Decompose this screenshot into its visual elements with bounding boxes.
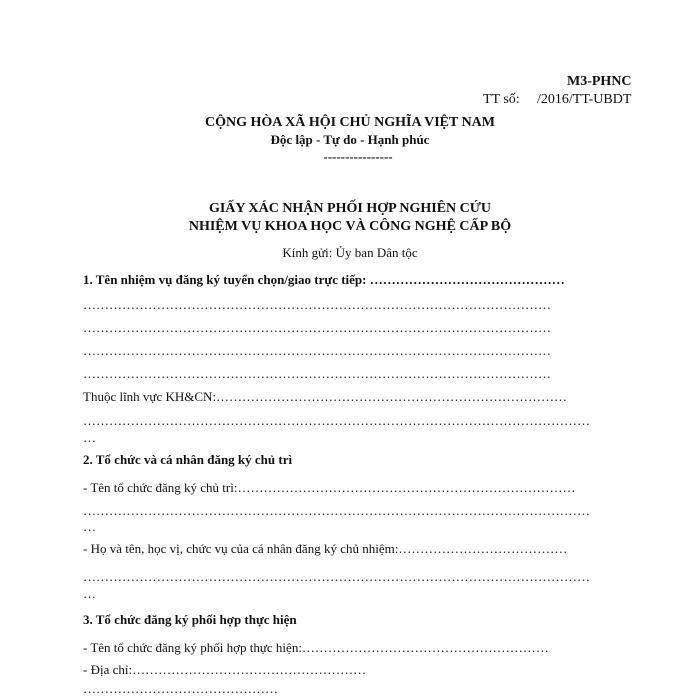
nation-name: CỘNG HÒA XÃ HỘI CHỦ NGHĨA VIỆT NAM <box>204 115 495 130</box>
lead-person-line: ……………………………………………………………………………………………………… <box>83 569 590 584</box>
section1-line: ……………………………………………………………………………………………… <box>83 343 551 358</box>
section3-heading: 3. Tổ chức đăng ký phối hợp thực hiện <box>83 612 297 627</box>
section1-line: ……………………………………………………………………………………………… <box>83 320 551 335</box>
section1-line: ……………………………………………………………………………………………… <box>83 366 551 381</box>
lead-person-tail: … <box>83 586 96 601</box>
lead-org-tail: … <box>83 519 96 534</box>
field-tail: … <box>83 430 96 445</box>
address-line: ……………………………………… <box>83 681 278 696</box>
lead-org-line: ……………………………………………………………………………………………………… <box>83 503 590 518</box>
field-continuation: ……………………………………………………………………………………………………… <box>83 413 590 428</box>
document-title-line1: GIẤY XÁC NHẬN PHỐI HỢP NGHIÊN CỨU <box>208 201 492 216</box>
section1-line: ……………………………………………………………………………………………… <box>83 297 551 312</box>
circular-number: /2016/TT-UBDT <box>537 92 632 107</box>
lead-person-label: - Họ và tên, học vị, chức vụ của cá nhân đăng ký chủ nhiệm:………………………………… <box>83 541 568 556</box>
recipient-line: Kính gửi: Ủy ban Dân tộc <box>282 245 418 260</box>
lead-org-label: - Tên tổ chức đăng ký chủ trì:…………………………………………………………………… <box>83 480 576 495</box>
header-separator: ---------------- <box>323 149 393 164</box>
address-label: - Địa chỉ:……………………………………………… <box>83 662 367 677</box>
nation-motto: Độc lập - Tự do - Hạnh phúc <box>270 132 430 147</box>
section2-heading: 2. Tổ chức và cá nhân đăng ký chủ trì <box>83 452 293 467</box>
section1-heading <box>83 272 565 288</box>
partner-org-label: - Tên tổ chức đăng ký phối hợp thực hiện:………………………………………………… <box>83 640 549 655</box>
form-code: M3-PHNC <box>567 74 632 89</box>
section1-heading-text: 1. Tên nhiệm vụ đăng ký tuyển chọn/giao trực tiếp: ……………………………………… <box>83 272 565 287</box>
field-label: Thuộc lĩnh vực KH&CN:……………………………………………………………………… <box>83 389 568 404</box>
circular-label: TT số: <box>483 92 520 107</box>
document-title-line2: NHIỆM VỤ KHOA HỌC VÀ CÔNG NGHỆ CẤP BỘ <box>188 219 512 234</box>
